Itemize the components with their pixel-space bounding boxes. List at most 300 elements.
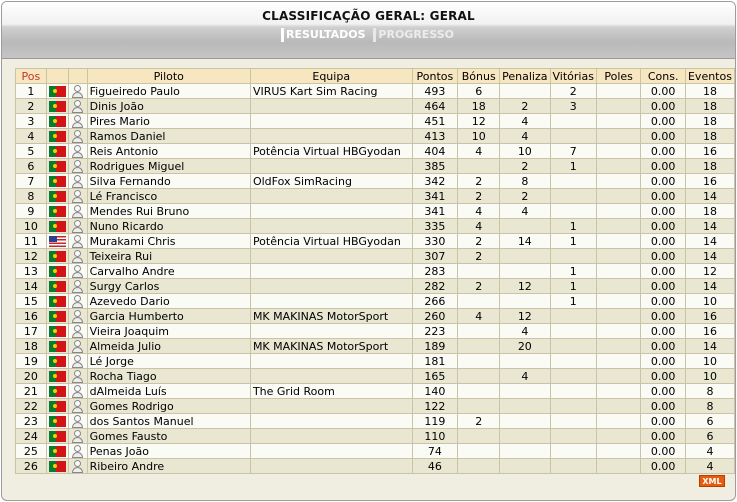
cell-cons: 0.00: [641, 414, 686, 429]
cell-eventos: 16: [685, 309, 734, 324]
cell-flag: [46, 399, 68, 414]
cell-poles: [596, 159, 640, 174]
cell-pontos: 119: [412, 414, 458, 429]
cell-flag: [46, 129, 68, 144]
table-row: [16, 294, 735, 309]
cell-flag: [46, 279, 68, 294]
cell-pos: 21: [16, 384, 47, 399]
cell-pos: 25: [16, 444, 47, 459]
portugal-flag-icon: [49, 356, 66, 367]
cell-vitorias: [550, 204, 596, 219]
cell-flag: [46, 159, 68, 174]
portugal-flag-icon: [49, 251, 66, 262]
cell-equipa: [250, 219, 412, 234]
cell-piloto: Pires Mario: [87, 114, 250, 129]
cell-vitorias: [550, 444, 596, 459]
cell-piloto: Lé Jorge: [87, 354, 250, 369]
cell-penaliza: 8: [500, 174, 550, 189]
cell-vitorias: [550, 174, 596, 189]
table-header-row: [16, 69, 735, 84]
table-row: [16, 144, 735, 159]
cell-pos: 24: [16, 429, 47, 444]
cell-pos: 16: [16, 309, 47, 324]
cell-pontos: 282: [412, 279, 458, 294]
cell-vitorias: 1: [550, 294, 596, 309]
cell-pos: 15: [16, 294, 47, 309]
cell-pontos: 385: [412, 159, 458, 174]
xml-export-button[interactable]: XML: [699, 475, 725, 487]
cell-eventos: 14: [685, 219, 734, 234]
cell-pontos: 181: [412, 354, 458, 369]
col-header-penaliza[interactable]: Penaliza: [500, 69, 550, 84]
cell-poles: [596, 309, 640, 324]
cell-pontos: 74: [412, 444, 458, 459]
driver-profile-icon[interactable]: [71, 460, 84, 473]
portugal-flag-icon: [49, 461, 66, 472]
cell-flag: [46, 429, 68, 444]
cell-bonus: 4: [458, 204, 500, 219]
portugal-flag-icon: [49, 206, 66, 217]
cell-penaliza: [500, 444, 550, 459]
cell-eventos: 18: [685, 159, 734, 174]
cell-profile: [68, 309, 87, 324]
portugal-flag-icon: [49, 176, 66, 187]
col-header-cons[interactable]: Cons.: [641, 69, 686, 84]
driver-profile-icon[interactable]: [71, 385, 84, 398]
cell-penaliza: 4: [500, 204, 550, 219]
cell-equipa: VIRUS Kart Sim Racing: [250, 84, 412, 99]
cell-penaliza: 20: [500, 339, 550, 354]
cell-eventos: 14: [685, 189, 734, 204]
cell-profile: [68, 399, 87, 414]
driver-profile-icon[interactable]: [71, 160, 84, 173]
cell-penaliza: [500, 459, 550, 474]
cell-flag: [46, 219, 68, 234]
col-header-profile: [68, 69, 87, 84]
cell-pontos: 46: [412, 459, 458, 474]
cell-eventos: 10: [685, 354, 734, 369]
cell-poles: [596, 414, 640, 429]
cell-profile: [68, 294, 87, 309]
cell-pontos: 342: [412, 174, 458, 189]
cell-equipa: [250, 354, 412, 369]
cell-equipa: MK MAKINAS MotorSport: [250, 309, 412, 324]
cell-cons: 0.00: [641, 204, 686, 219]
cell-bonus: 10: [458, 129, 500, 144]
cell-eventos: 12: [685, 264, 734, 279]
tab-bar: [2, 28, 735, 42]
cell-flag: [46, 324, 68, 339]
cell-eventos: 6: [685, 414, 734, 429]
usa-flag-icon: [49, 236, 66, 247]
table-row: [16, 309, 735, 324]
cell-profile: [68, 159, 87, 174]
cell-piloto: Ramos Daniel: [87, 129, 250, 144]
cell-eventos: 18: [685, 99, 734, 114]
col-header-poles[interactable]: Poles: [596, 69, 640, 84]
cell-profile: [68, 234, 87, 249]
table-row: [16, 459, 735, 474]
portugal-flag-icon: [49, 266, 66, 277]
cell-pos: 10: [16, 219, 47, 234]
cell-profile: [68, 384, 87, 399]
cell-eventos: 18: [685, 84, 734, 99]
cell-vitorias: 1: [550, 279, 596, 294]
cell-penaliza: 4: [500, 114, 550, 129]
cell-pos: 1: [16, 84, 47, 99]
portugal-flag-icon: [49, 446, 66, 457]
cell-penaliza: 4: [500, 369, 550, 384]
cell-profile: [68, 264, 87, 279]
cell-penaliza: [500, 399, 550, 414]
cell-cons: 0.00: [641, 129, 686, 144]
col-header-eventos[interactable]: Eventos: [685, 69, 734, 84]
cell-piloto: Garcia Humberto: [87, 309, 250, 324]
cell-vitorias: [550, 339, 596, 354]
cell-flag: [46, 459, 68, 474]
cell-profile: [68, 414, 87, 429]
cell-pontos: 493: [412, 84, 458, 99]
cell-piloto: Azevedo Dario: [87, 294, 250, 309]
cell-flag: [46, 144, 68, 159]
col-header-equipa[interactable]: Equipa: [250, 69, 412, 84]
cell-pontos: 413: [412, 129, 458, 144]
cell-penaliza: [500, 84, 550, 99]
cell-pontos: 189: [412, 339, 458, 354]
cell-poles: [596, 324, 640, 339]
cell-cons: 0.00: [641, 324, 686, 339]
cell-eventos: 18: [685, 129, 734, 144]
cell-equipa: MK MAKINAS MotorSport: [250, 339, 412, 354]
driver-profile-icon[interactable]: [71, 220, 84, 233]
cell-piloto: Vieira Joaquim: [87, 324, 250, 339]
cell-poles: [596, 189, 640, 204]
cell-eventos: 14: [685, 234, 734, 249]
cell-eventos: 8: [685, 399, 734, 414]
driver-profile-icon[interactable]: [71, 235, 84, 248]
cell-penaliza: 12: [500, 279, 550, 294]
cell-poles: [596, 204, 640, 219]
tab-progresso[interactable]: PROGRESSO: [373, 28, 456, 42]
driver-profile-icon[interactable]: [71, 190, 84, 203]
portugal-flag-icon: [49, 101, 66, 112]
col-header-bonus[interactable]: Bónus: [458, 69, 500, 84]
cell-profile: [68, 129, 87, 144]
cell-pontos: 335: [412, 219, 458, 234]
cell-poles: [596, 354, 640, 369]
cell-penaliza: [500, 219, 550, 234]
table-row: [16, 369, 735, 384]
driver-profile-icon[interactable]: [71, 205, 84, 218]
table-row: [16, 264, 735, 279]
cell-poles: [596, 249, 640, 264]
cell-poles: [596, 234, 640, 249]
cell-cons: 0.00: [641, 309, 686, 324]
cell-poles: [596, 399, 640, 414]
col-header-vitorias[interactable]: Vitórias: [550, 69, 596, 84]
portugal-flag-icon: [49, 371, 66, 382]
cell-profile: [68, 354, 87, 369]
cell-poles: [596, 429, 640, 444]
cell-pos: 23: [16, 414, 47, 429]
standings-table: [15, 68, 735, 474]
cell-bonus: [458, 159, 500, 174]
cell-eventos: 18: [685, 114, 734, 129]
cell-vitorias: [550, 459, 596, 474]
cell-profile: [68, 444, 87, 459]
cell-bonus: 4: [458, 309, 500, 324]
panel-header: [2, 2, 735, 59]
driver-profile-icon[interactable]: [71, 325, 84, 338]
cell-bonus: [458, 399, 500, 414]
cell-piloto: dos Santos Manuel: [87, 414, 250, 429]
cell-poles: [596, 384, 640, 399]
standings-panel: [1, 1, 736, 501]
cell-cons: 0.00: [641, 234, 686, 249]
cell-cons: 0.00: [641, 369, 686, 384]
cell-profile: [68, 99, 87, 114]
cell-piloto: Surgy Carlos: [87, 279, 250, 294]
cell-pontos: 341: [412, 204, 458, 219]
driver-profile-icon[interactable]: [71, 430, 84, 443]
cell-cons: 0.00: [641, 264, 686, 279]
cell-flag: [46, 414, 68, 429]
cell-profile: [68, 144, 87, 159]
cell-bonus: 2: [458, 279, 500, 294]
cell-eventos: 8: [685, 384, 734, 399]
cell-piloto: Rocha Tiago: [87, 369, 250, 384]
portugal-flag-icon: [49, 161, 66, 172]
cell-vitorias: [550, 324, 596, 339]
cell-flag: [46, 294, 68, 309]
cell-pos: 4: [16, 129, 47, 144]
driver-profile-icon[interactable]: [71, 250, 84, 263]
cell-pontos: 307: [412, 249, 458, 264]
cell-pos: 12: [16, 249, 47, 264]
driver-profile-icon[interactable]: [71, 175, 84, 188]
cell-piloto: Rodrigues Miguel: [87, 159, 250, 174]
cell-poles: [596, 114, 640, 129]
cell-bonus: [458, 264, 500, 279]
driver-profile-icon[interactable]: [71, 310, 84, 323]
driver-profile-icon[interactable]: [71, 85, 84, 98]
table-row: [16, 84, 735, 99]
cell-bonus: 18: [458, 99, 500, 114]
cell-vitorias: [550, 399, 596, 414]
cell-pos: 13: [16, 264, 47, 279]
cell-equipa: [250, 294, 412, 309]
cell-profile: [68, 279, 87, 294]
portugal-flag-icon: [49, 86, 66, 97]
table-row: [16, 384, 735, 399]
cell-poles: [596, 279, 640, 294]
table-row: [16, 429, 735, 444]
tab-resultados[interactable]: RESULTADOS: [281, 28, 368, 42]
cell-vitorias: 7: [550, 144, 596, 159]
col-header-piloto[interactable]: Piloto: [87, 69, 250, 84]
cell-equipa: [250, 114, 412, 129]
cell-piloto: Teixeira Rui: [87, 249, 250, 264]
table-row: [16, 129, 735, 144]
cell-flag: [46, 264, 68, 279]
cell-pos: 17: [16, 324, 47, 339]
cell-pos: 8: [16, 189, 47, 204]
cell-penaliza: 2: [500, 189, 550, 204]
cell-pontos: 341: [412, 189, 458, 204]
cell-penaliza: [500, 249, 550, 264]
cell-piloto: Figueiredo Paulo: [87, 84, 250, 99]
cell-penaliza: [500, 384, 550, 399]
cell-poles: [596, 99, 640, 114]
cell-cons: 0.00: [641, 429, 686, 444]
cell-pontos: 165: [412, 369, 458, 384]
cell-pos: 7: [16, 174, 47, 189]
cell-eventos: 4: [685, 444, 734, 459]
driver-profile-icon[interactable]: [71, 355, 84, 368]
driver-profile-icon[interactable]: [71, 265, 84, 278]
cell-piloto: Dinis João: [87, 99, 250, 114]
cell-bonus: [458, 354, 500, 369]
cell-bonus: 6: [458, 84, 500, 99]
cell-profile: [68, 369, 87, 384]
cell-equipa: [250, 99, 412, 114]
cell-vitorias: 2: [550, 84, 596, 99]
cell-penaliza: [500, 264, 550, 279]
cell-pontos: 283: [412, 264, 458, 279]
cell-equipa: [250, 324, 412, 339]
table-row: [16, 249, 735, 264]
cell-piloto: Nuno Ricardo: [87, 219, 250, 234]
cell-piloto: Lé Francisco: [87, 189, 250, 204]
cell-cons: 0.00: [641, 84, 686, 99]
driver-profile-icon[interactable]: [71, 100, 84, 113]
driver-profile-icon[interactable]: [71, 370, 84, 383]
cell-cons: 0.00: [641, 459, 686, 474]
cell-cons: 0.00: [641, 159, 686, 174]
cell-pos: 2: [16, 99, 47, 114]
cell-eventos: 10: [685, 369, 734, 384]
cell-penaliza: [500, 429, 550, 444]
table-row: [16, 339, 735, 354]
cell-piloto: Penas João: [87, 444, 250, 459]
cell-vitorias: 1: [550, 234, 596, 249]
portugal-flag-icon: [49, 386, 66, 397]
cell-eventos: 6: [685, 429, 734, 444]
cell-poles: [596, 369, 640, 384]
cell-cons: 0.00: [641, 444, 686, 459]
cell-penaliza: 4: [500, 129, 550, 144]
cell-vitorias: [550, 129, 596, 144]
cell-penaliza: [500, 354, 550, 369]
cell-equipa: Potência Virtual HBGyodan: [250, 234, 412, 249]
portugal-flag-icon: [49, 311, 66, 322]
cell-equipa: [250, 444, 412, 459]
table-row: [16, 99, 735, 114]
driver-profile-icon[interactable]: [71, 280, 84, 293]
cell-cons: 0.00: [641, 279, 686, 294]
cell-eventos: 4: [685, 459, 734, 474]
cell-flag: [46, 189, 68, 204]
cell-bonus: 4: [458, 144, 500, 159]
cell-bonus: [458, 324, 500, 339]
table-row: [16, 234, 735, 249]
cell-eventos: 10: [685, 294, 734, 309]
cell-pos: 14: [16, 279, 47, 294]
cell-vitorias: [550, 414, 596, 429]
cell-eventos: 14: [685, 279, 734, 294]
driver-profile-icon[interactable]: [71, 340, 84, 353]
col-header-pontos[interactable]: Pontos: [412, 69, 458, 84]
cell-piloto: Ribeiro Andre: [87, 459, 250, 474]
driver-profile-icon[interactable]: [71, 130, 84, 143]
cell-pontos: 451: [412, 114, 458, 129]
driver-profile-icon[interactable]: [71, 445, 84, 458]
driver-profile-icon[interactable]: [71, 400, 84, 413]
table-row: [16, 114, 735, 129]
cell-penaliza: 2: [500, 99, 550, 114]
cell-poles: [596, 144, 640, 159]
driver-profile-icon[interactable]: [71, 295, 84, 308]
cell-pontos: 464: [412, 99, 458, 114]
cell-equipa: Potência Virtual HBGyodan: [250, 144, 412, 159]
cell-flag: [46, 384, 68, 399]
cell-cons: 0.00: [641, 114, 686, 129]
portugal-flag-icon: [49, 191, 66, 202]
cell-cons: 0.00: [641, 174, 686, 189]
cell-equipa: [250, 129, 412, 144]
cell-flag: [46, 174, 68, 189]
cell-piloto: dAlmeida Luís: [87, 384, 250, 399]
driver-profile-icon[interactable]: [71, 415, 84, 428]
cell-pontos: 330: [412, 234, 458, 249]
cell-piloto: Murakami Chris: [87, 234, 250, 249]
table-row: [16, 414, 735, 429]
cell-bonus: [458, 294, 500, 309]
table-row: [16, 324, 735, 339]
cell-equipa: [250, 264, 412, 279]
cell-bonus: 2: [458, 249, 500, 264]
col-header-pos[interactable]: Pos: [16, 69, 47, 84]
cell-piloto: Mendes Rui Bruno: [87, 204, 250, 219]
cell-equipa: [250, 249, 412, 264]
cell-vitorias: [550, 249, 596, 264]
cell-pontos: 404: [412, 144, 458, 159]
cell-penaliza: 10: [500, 144, 550, 159]
portugal-flag-icon: [49, 341, 66, 352]
cell-penaliza: [500, 414, 550, 429]
driver-profile-icon[interactable]: [71, 145, 84, 158]
cell-profile: [68, 84, 87, 99]
cell-pos: 18: [16, 339, 47, 354]
cell-profile: [68, 204, 87, 219]
cell-pos: 9: [16, 204, 47, 219]
cell-vitorias: [550, 189, 596, 204]
cell-piloto: Almeida Julio: [87, 339, 250, 354]
cell-flag: [46, 354, 68, 369]
cell-cons: 0.00: [641, 339, 686, 354]
table-row: [16, 174, 735, 189]
driver-profile-icon[interactable]: [71, 115, 84, 128]
cell-cons: 0.00: [641, 384, 686, 399]
cell-flag: [46, 339, 68, 354]
cell-cons: 0.00: [641, 99, 686, 114]
cell-flag: [46, 249, 68, 264]
cell-equipa: [250, 279, 412, 294]
cell-flag: [46, 114, 68, 129]
cell-poles: [596, 264, 640, 279]
cell-piloto: Silva Fernando: [87, 174, 250, 189]
portugal-flag-icon: [49, 431, 66, 442]
